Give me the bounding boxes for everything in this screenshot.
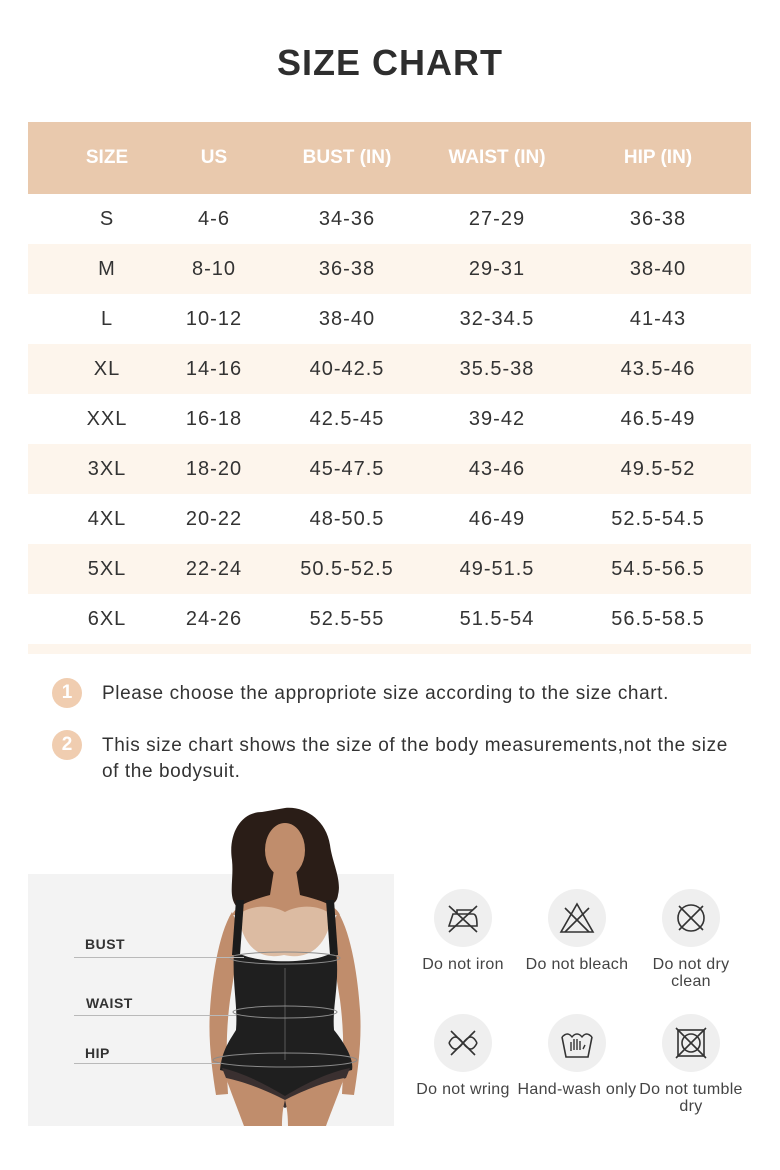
model-figure-image <box>0 0 394 1130</box>
cell-hip: 54.5-56.5 <box>611 557 705 580</box>
care-label: Do not dry clean <box>652 956 730 990</box>
header-us: US <box>200 147 228 168</box>
cell-bust: 42.5-45 <box>309 407 385 430</box>
note-number-badge: 1 <box>52 678 82 708</box>
cell-waist: 27-29 <box>468 207 526 230</box>
cell-us: 22-24 <box>185 557 243 580</box>
no-iron-icon <box>443 898 483 938</box>
hand-wash-icon <box>557 1023 597 1063</box>
header-waist: WAIST (IN) <box>448 147 546 168</box>
cell-hip: 56.5-58.5 <box>611 607 705 630</box>
care-item-no-bleach <box>517 889 637 973</box>
header-hip: HIP (IN) <box>623 147 693 168</box>
cell-bust: 40-42.5 <box>309 357 385 380</box>
cell-hip: 43.5-46 <box>620 357 696 380</box>
cell-us: 24-26 <box>185 607 243 630</box>
measure-line-bust <box>74 957 244 958</box>
cell-size: XXL <box>86 407 128 430</box>
no-bleach-icon <box>557 898 597 938</box>
cell-bust: 36-38 <box>318 257 376 280</box>
cell-size: S <box>99 207 115 230</box>
cell-bust: 34-36 <box>318 207 376 230</box>
care-label: Do not bleach <box>525 956 629 973</box>
note-number-badge: 2 <box>52 730 82 760</box>
measure-line-waist <box>74 1015 236 1016</box>
cell-bust: 48-50.5 <box>309 507 385 530</box>
care-label: Do not iron <box>422 956 504 973</box>
cell-waist: 39-42 <box>468 407 526 430</box>
cell-us: 8-10 <box>191 257 237 280</box>
care-item-no-tumble-dry <box>631 1014 751 1115</box>
measure-label-waist: WAIST <box>86 995 133 1011</box>
cell-size: 4XL <box>87 507 127 530</box>
cell-us: 10-12 <box>185 307 243 330</box>
care-label: Hand-wash only <box>517 1081 637 1098</box>
cell-waist: 32-34.5 <box>459 307 535 330</box>
header-size: SIZE <box>85 147 129 168</box>
cell-waist: 49-51.5 <box>459 557 535 580</box>
cell-hip: 52.5-54.5 <box>611 507 705 530</box>
cell-waist: 35.5-38 <box>459 357 535 380</box>
measure-line-hip <box>74 1063 220 1064</box>
cell-waist: 51.5-54 <box>459 607 535 630</box>
cell-size: 5XL <box>87 557 127 580</box>
care-item-hand-wash <box>517 1014 637 1098</box>
cell-hip: 46.5-49 <box>620 407 696 430</box>
cell-waist: 46-49 <box>468 507 526 530</box>
cell-hip: 36-38 <box>629 207 687 230</box>
cell-size: 3XL <box>87 457 127 480</box>
no-dry-clean-icon <box>671 898 711 938</box>
cell-hip: 38-40 <box>629 257 687 280</box>
cell-bust: 52.5-55 <box>309 607 385 630</box>
care-item-no-wring <box>403 1014 523 1098</box>
cell-bust: 50.5-52.5 <box>300 557 394 580</box>
cell-hip: 41-43 <box>629 307 687 330</box>
header-bust: BUST (IN) <box>302 147 392 168</box>
note-text: This size chart shows the size of the body measurements,not the size of the bodysuit. <box>102 735 728 782</box>
measure-label-hip: HIP <box>85 1045 110 1061</box>
cell-us: 18-20 <box>185 457 243 480</box>
cell-size: M <box>98 257 116 280</box>
cell-us: 14-16 <box>185 357 243 380</box>
cell-waist: 43-46 <box>468 457 526 480</box>
no-tumble-dry-icon <box>671 1023 711 1063</box>
cell-bust: 45-47.5 <box>309 457 385 480</box>
cell-waist: 29-31 <box>468 257 526 280</box>
cell-size: L <box>100 307 114 330</box>
no-wring-icon <box>443 1023 483 1063</box>
cell-bust: 38-40 <box>318 307 376 330</box>
care-item-no-dry-clean <box>631 889 751 990</box>
note-text: Please choose the appropriote size according to the size chart. <box>102 683 669 704</box>
cell-size: XL <box>93 357 121 380</box>
page-title: SIZE CHART <box>277 42 503 83</box>
care-item-no-iron <box>403 889 523 973</box>
measure-label-bust: BUST <box>85 936 126 952</box>
care-label: Do not tumble dry <box>639 1081 743 1115</box>
cell-us: 4-6 <box>198 207 230 230</box>
cell-us: 20-22 <box>185 507 243 530</box>
cell-us: 16-18 <box>185 407 243 430</box>
cell-size: 6XL <box>87 607 127 630</box>
care-label: Do not wring <box>416 1081 510 1098</box>
cell-hip: 49.5-52 <box>620 457 696 480</box>
